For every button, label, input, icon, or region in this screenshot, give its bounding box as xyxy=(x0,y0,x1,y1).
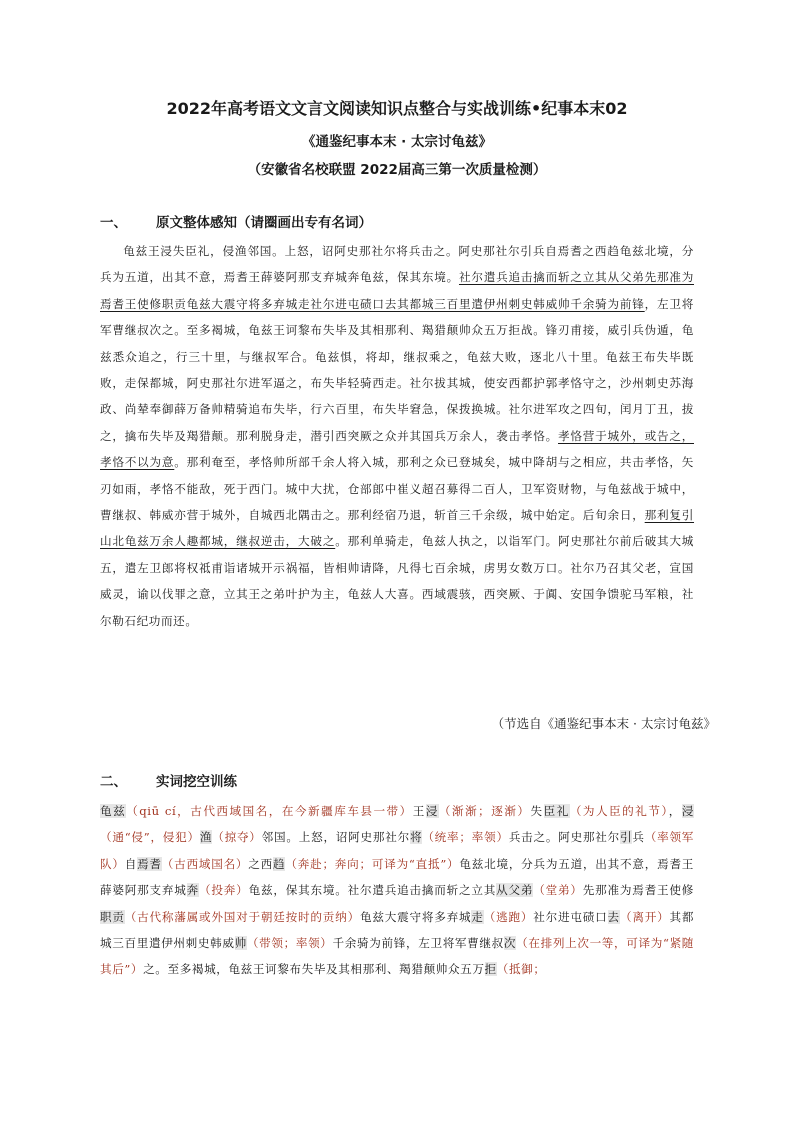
passage-text-a: 龟兹王浸失臣礼，侵渔邻国。上怒，诏阿史那社尔将兵击之。阿史那社尔引兵自焉耆之西趋龟兹北境，分兵为五道，出其不意，焉耆王薛婆阿那支弃城奔龟兹，保其东境。 xyxy=(100,244,694,285)
exercise-text: 王 xyxy=(412,804,426,818)
exercise-text: 千余骑为前锋，左卫将军曹继叔 xyxy=(332,936,504,951)
word-annotation: （古代称藩属或外国对于朝廷按时的贡纳） xyxy=(124,909,360,924)
page-title: 2022年高考语文文言文阅读知识点整合与实战训练•纪事本末02 xyxy=(166,99,628,118)
passage-text-d: 。那利单骑走，龟兹人执之，以诣军门。阿史那社尔前后破其大城五，遣左卫郎将权祗甫诣诸城开示祸福，皆相帅请降，凡得七百余城，虏男女数万口。社尔乃召其父老，宣国威灵，谕以伐罪之意，立其王之弟叶护为主，龟兹人大喜。西域震骇，西突厥、于阗、安国争馈驼马军粮，社尔勒石纪功而还。 xyxy=(100,534,694,628)
word-annotation: （掠夺） xyxy=(212,830,262,845)
passage-underlined-3: 那利复引山北龟兹万余人趣都城，继叔逆击，大破之 xyxy=(100,508,695,549)
exercise-paragraph xyxy=(100,798,694,983)
section2-number: 二、 xyxy=(100,774,127,790)
exercise-text: 邻国。上怒，诏阿史那社尔 xyxy=(261,830,410,845)
word-annotation: （带领；率领） xyxy=(246,936,333,951)
highlighted-word: 浸 xyxy=(425,804,439,818)
highlighted-word: 走 xyxy=(471,909,484,924)
word-annotation: （离开） xyxy=(619,909,670,924)
highlighted-word: 焉耆 xyxy=(137,856,162,871)
highlighted-word: 次 xyxy=(503,936,517,951)
highlighted-word: 奔 xyxy=(186,883,200,898)
highlighted-word: 引 xyxy=(620,830,633,845)
word-annotation: （逃跑） xyxy=(483,909,534,924)
highlighted-word: 浸 xyxy=(681,804,695,818)
section1-heading xyxy=(100,211,372,231)
section1-title: 原文整体感知（请圈画出专有名词） xyxy=(156,215,372,231)
highlighted-word: 从父弟 xyxy=(496,883,534,898)
exercise-text: 自 xyxy=(124,856,138,871)
exercise-text: 龟兹大震守将多弃城 xyxy=(359,909,472,924)
word-annotation: （在排列上次一等，可译为“紧随其后”） xyxy=(100,936,695,977)
word-annotation: （抵御； xyxy=(496,962,546,977)
exercise-text: 失 xyxy=(530,804,544,818)
exercise-text: 兵 xyxy=(632,830,645,845)
passage-text-b: ，左卫将军曹继叔次之。至多褐城，龟兹王诃黎布失毕及其相那利、羯猎颠帅众五万拒战。锋刃甫接，威引兵伪遁，龟兹悉众追之，行三十里，与继叔军合。龟兹惧，将却，继叔乘之，龟兹大败，逐北八十里。龟兹王布失毕既败，走保都城，阿史那社尔进军逼之，布失毕轻骑西走。社尔拔其城，使安西都护郭孝恪守之，沙州刺史苏海政、尚辇奉御薛万备帅精骑追布失毕，行六百里，布失毕窘急，保拨换城。社尔进军攻之四旬，闰月丁丑，拔之，擒布失毕及羯猎颠。那利脱身走，潜引西突厥之众并其国兵万余人，袭击孝恪。 xyxy=(100,296,695,443)
word-annotation: （投奔） xyxy=(199,883,249,898)
page-subtitle: 《通鉴纪事本末 · 太宗讨龟兹》 xyxy=(301,134,493,150)
section2-exercise xyxy=(100,798,694,983)
passage-paragraph xyxy=(100,238,694,634)
page-source-note: （安徽省名校联盟 2022届高三第一次质量检测） xyxy=(247,162,547,178)
passage-text-c: 。那利奄至，孝恪帅所部千余人将入城，那利之众已登城矣，城中降胡与之相应，共击孝恪，矢刃如雨，孝恪不能敌，死于西门。城中大扰，仓部郎中崔义超召募得二百人，卫军资财物，与龟兹战于城中，曹继叔、韩威亦营于城外，自城西北隅击之。那利经宿乃退，斩首三千余级，城中始定。后旬余日， xyxy=(100,455,695,523)
word-annotation: （为人臣的礼节） xyxy=(569,804,669,818)
highlighted-word: 拒 xyxy=(484,962,497,977)
section1-number: 一、 xyxy=(100,215,127,231)
highlighted-word: 趋 xyxy=(273,856,286,871)
word-annotation: （奔赴；奔向；可译为“直抵”） xyxy=(285,856,460,871)
word-annotation: （率领军队） xyxy=(100,830,694,871)
word-annotation: （统率；率领） xyxy=(422,830,509,845)
passage-underlined-1: 社尔遣兵追击擒而斩之立其从父弟先那准为焉耆王使修职贡龟兹大震守将多弃城走社尔进屯碛口去其都城三百里遣伊州刺史韩威帅千余骑为前锋 xyxy=(100,270,694,311)
word-annotation: （古西域国名） xyxy=(161,856,249,871)
highlighted-word: 渔 xyxy=(199,830,213,845)
passage-underlined-2: 孝恪营于城外，或告之，孝恪不以为意 xyxy=(100,428,694,470)
exercise-text: 其都城三百里遣伊州刺史韩威 xyxy=(100,909,695,951)
highlighted-word: 职贡 xyxy=(100,909,125,924)
exercise-text: ， xyxy=(668,804,682,818)
highlighted-word: 帅 xyxy=(234,936,247,951)
word-annotation: （堂弟） xyxy=(533,883,583,898)
section2-title: 实词挖空训练 xyxy=(156,774,237,790)
exercise-text: 之西 xyxy=(248,856,274,871)
exercise-text: 龟兹，保其东境。社尔遣兵追击擒而斩之立其 xyxy=(248,883,497,898)
word-annotation: （qiū cí，古代西域国名，在今新疆库车县一带） xyxy=(126,804,413,818)
highlighted-word: 去 xyxy=(607,909,620,924)
section2-heading xyxy=(100,770,237,790)
exercise-text: 先那准为焉耆王使修 xyxy=(582,883,694,898)
exercise-text: 之。至多褐城，龟兹王诃黎布失毕及其相那利、羯猎颠帅众五万 xyxy=(143,962,485,977)
exercise-text: 龟兹北境，分兵为五道，出其不意，焉耆王薛婆阿那支弃城 xyxy=(100,856,694,898)
highlighted-word: 将 xyxy=(409,830,423,845)
exercise-text: 兵击之。阿史那社尔 xyxy=(508,830,621,845)
word-annotation: （通“侵”，侵犯） xyxy=(100,830,200,845)
section1-passage xyxy=(100,238,694,634)
word-annotation: （渐渐；逐渐） xyxy=(438,804,531,818)
highlighted-word: 龟兹 xyxy=(100,804,127,818)
passage-source: （节选自《通鉴纪事本末 · 太宗讨龟兹》 xyxy=(491,716,716,731)
highlighted-word: 臣礼 xyxy=(543,804,570,818)
exercise-text: 社尔进屯碛口 xyxy=(533,909,608,924)
